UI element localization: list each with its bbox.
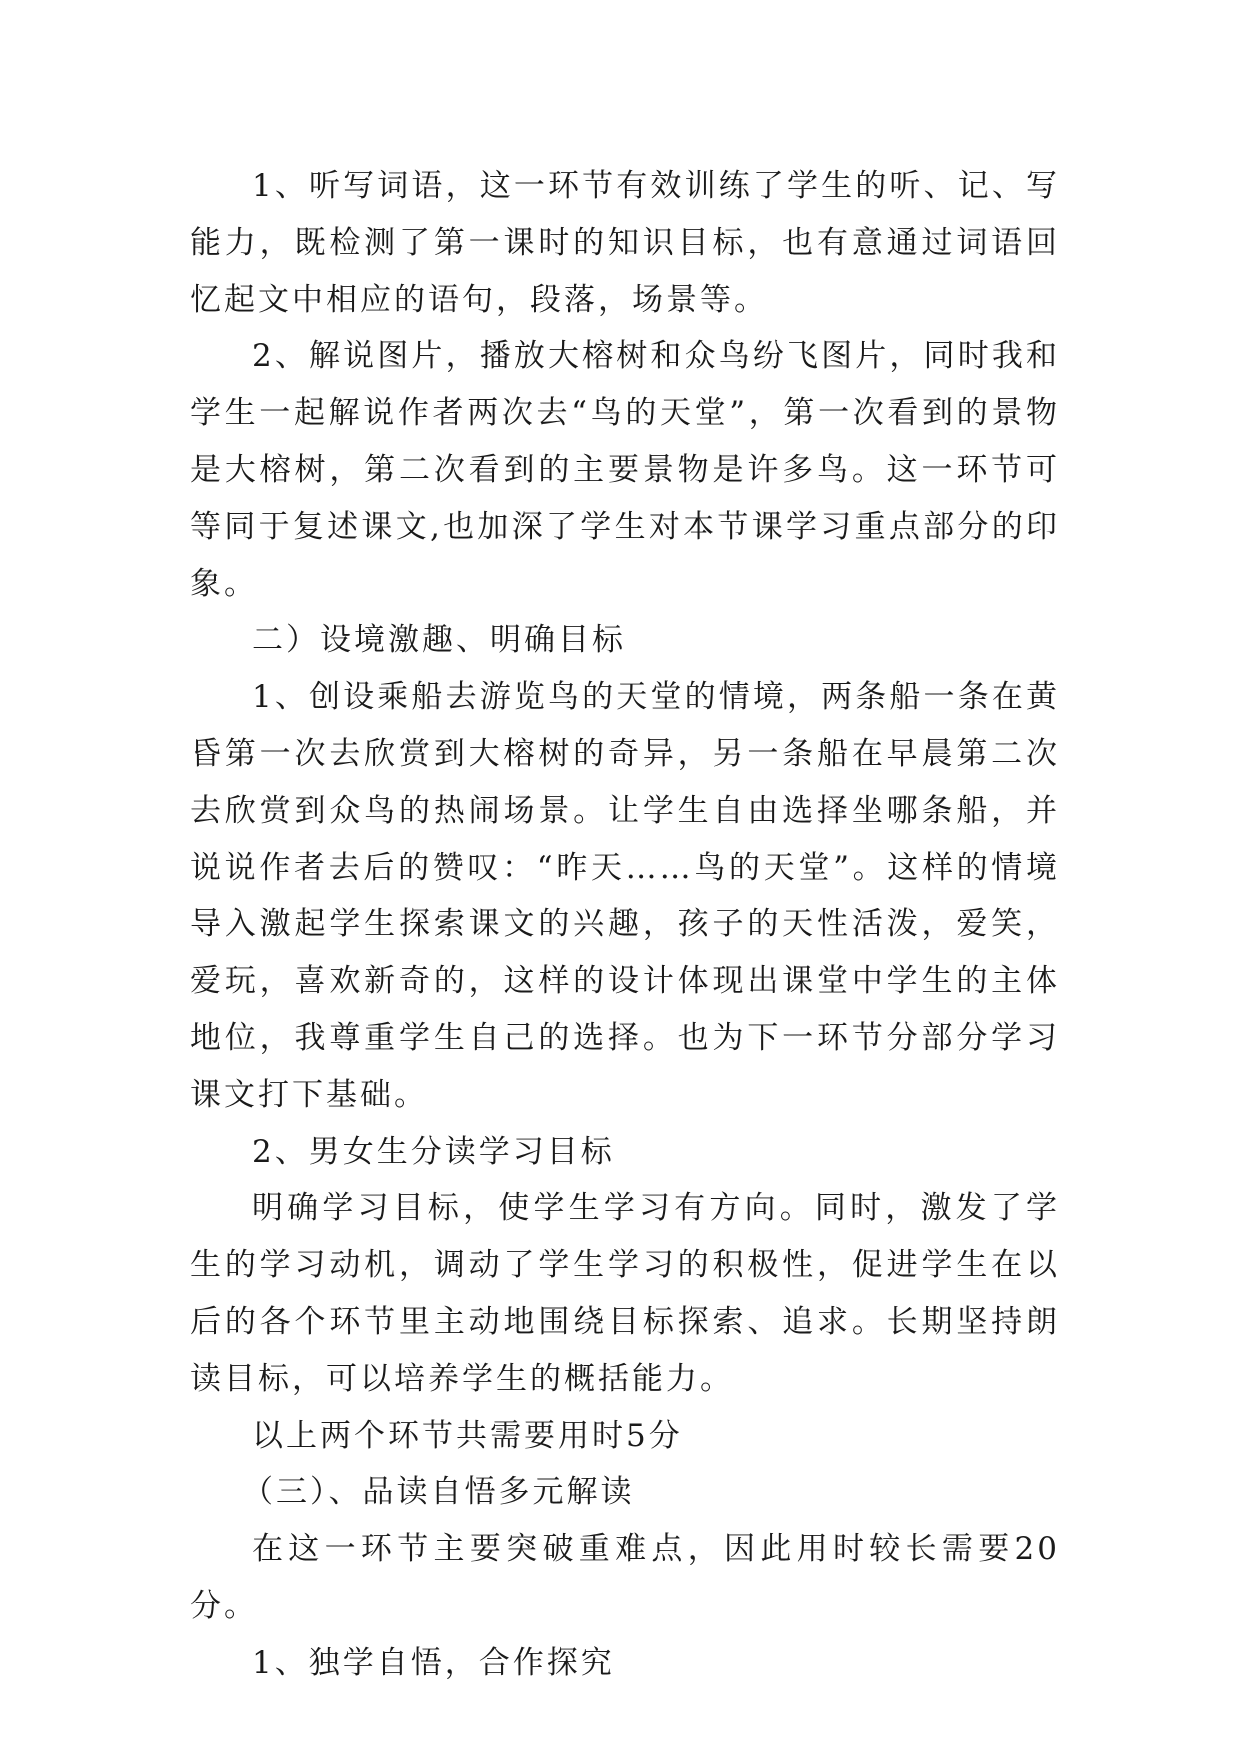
paragraph-read-goals: 2、男女生分读学习目标 xyxy=(252,1133,615,1170)
paragraph-time-note: 以上两个环节共需要用时5分 xyxy=(252,1417,683,1454)
paragraph-key-difficulties: 在这一环节主要突破重难点，因此用时较长需要20分。 xyxy=(190,1531,1060,1624)
section-heading-set-scene: 二）设境激趣、明确目标 xyxy=(252,622,626,659)
paragraph-clear-goals: 明确学习目标，使学生学习有方向。同时，激发了学生的学习动机，调动了学生学习的积极性，促进学生在以后的各个环节里主动地围绕目标探索、追求。长期坚持朗读目标，可以培养学生的概括能力。 xyxy=(190,1190,1060,1397)
document-body xyxy=(190,158,1060,1692)
paragraph-picture-narration: 2、解说图片，播放大榕树和众鸟纷飞图片，同时我和学生一起解说作者两次去“鸟的天堂”，第一次看到的景物是大榕树，第二次看到的主要景物是许多鸟。这一环节可等同于复述课文,也加深了学生对本节课学习重点部分的印象。 xyxy=(190,338,1060,602)
paragraph-boat-scenario: 1、创设乘船去游览鸟的天堂的情境，两条船一条在黄昏第一次去欣赏到大榕树的奇异，另一条船在早晨第二次去欣赏到众鸟的热闹场景。让学生自由选择坐哪条船，并说说作者去后的赞叹：“昨天……鸟的天堂”。这样的情境导入激起学生探索课文的兴趣，孩子的天性活泼，爱笑，爱玩，喜欢新奇的，这样的设计体现出课堂中学生的主体地位，我尊重学生自己的选择。也为下一环节分部分学习课文打下基础。 xyxy=(190,679,1060,1113)
section-heading-reading: （三）、品读自悟多元解读 xyxy=(242,1474,635,1511)
paragraph-dictation: 1、听写词语，这一环节有效训练了学生的听、记、写能力，既检测了第一课时的知识目标，也有意通过词语回忆起文中相应的语句，段落，场景等。 xyxy=(190,168,1060,318)
paragraph-self-study: 1、独学自悟，合作探究 xyxy=(252,1644,615,1681)
